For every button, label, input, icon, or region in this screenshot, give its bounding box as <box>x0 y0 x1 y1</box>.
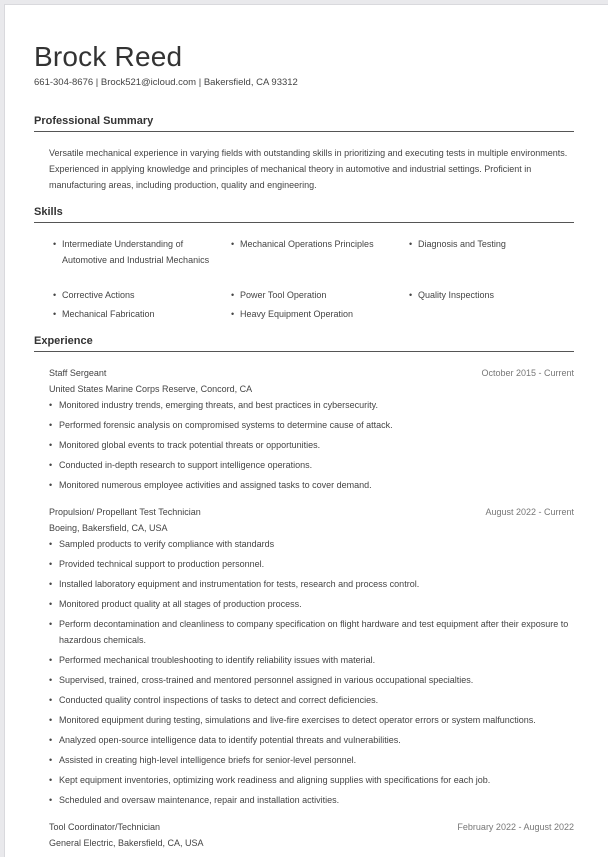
candidate-name: Brock Reed <box>34 41 183 72</box>
job-bullet: • Performed forensic analysis on compromised systems to determine cause of attack. <box>49 417 574 433</box>
job-bullet: • Provided technical support to production personnel. <box>49 556 574 572</box>
skill-item: • Mechanical Operations Principles <box>231 236 400 252</box>
job-bullet: • Conducted in-depth research to support intelligence operations. <box>49 457 574 473</box>
job-bullet: • Installed laboratory equipment and instrumentation for tests, research and process control. <box>49 576 574 592</box>
job-bullet: • Analyzed open-source intelligence data to identify potential threats and vulnerabilities. <box>49 732 574 748</box>
experience-section <box>34 335 574 352</box>
job-bullet: • Kept equipment inventories, optimizing work readiness and aligning supplies with specifications for each job. <box>49 772 574 788</box>
skill-item: • Mechanical Fabrication <box>53 306 212 322</box>
skills-section <box>34 206 574 223</box>
job-bullet: • Monitored equipment during testing, simulations and live-fire exercises to detect operator errors or system malfunctions. <box>49 712 574 728</box>
resume-page <box>4 4 608 857</box>
summary-heading: Professional Summary <box>34 115 574 132</box>
job-bullet: • Conducted quality control inspections of tasks to detect and correct deficiencies. <box>49 692 574 708</box>
job-title: Tool Coordinator/Technician <box>49 822 161 832</box>
job-company: Boeing, Bakersfield, CA, USA <box>49 523 168 533</box>
job-bullet: • Monitored product quality at all stages of production process. <box>49 596 574 612</box>
job-bullet: • Sampled products to verify compliance with standards <box>49 536 574 552</box>
contact-info: 661-304-8676 | Brock521@icloud.com | Bakersfield, CA 93312 <box>34 77 298 88</box>
job-bullets <box>49 397 574 493</box>
job-title: Staff Sergeant <box>49 368 107 378</box>
job-bullet: • Scheduled and oversaw maintenance, repair and installation activities. <box>49 792 574 808</box>
job-bullet: • Monitored industry trends, emerging threats, and best practices in cybersecurity. <box>49 397 574 413</box>
summary-section <box>34 115 574 132</box>
skill-item: • Quality Inspections <box>409 287 578 303</box>
job-entry <box>49 504 574 812</box>
summary-text: Versatile mechanical experience in varying fields with outstanding skills in prioritizing and executing tests in multiple environments. Experienced in applying knowledge and principles of mechanical theory in automotive and industrial settings. Proficient in manufacturing areas, including production, quality and engineering. <box>49 148 568 190</box>
job-date: August 2022 - Current <box>485 507 574 517</box>
experience-heading: Experience <box>34 335 574 352</box>
job-entry <box>49 819 574 851</box>
skill-item: • Heavy Equipment Operation <box>231 306 400 322</box>
skill-item: • Intermediate Understanding of Automotive and Industrial Mechanics <box>53 236 212 268</box>
job-title: Propulsion/ Propellant Test Technician <box>49 507 201 517</box>
job-date: February 2022 - August 2022 <box>457 822 574 832</box>
job-bullet: • Monitored global events to track potential threats or opportunities. <box>49 437 574 453</box>
job-bullet: • Supervised, trained, cross-trained and mentored personnel assigned in various occupational specialties. <box>49 672 574 688</box>
skill-item: • Corrective Actions <box>53 287 212 303</box>
job-bullet: • Perform decontamination and cleanliness to company specification on flight hardware and test equipment after their exposure to hazardous chemicals. <box>49 616 574 648</box>
job-company: United States Marine Corps Reserve, Concord, CA <box>49 384 253 394</box>
job-bullet: • Performed mechanical troubleshooting to identify reliability issues with material. <box>49 652 574 668</box>
job-entry <box>49 365 574 497</box>
job-date: October 2015 - Current <box>481 368 574 378</box>
skill-item: • Diagnosis and Testing <box>409 236 578 252</box>
job-bullets <box>49 536 574 808</box>
skills-heading: Skills <box>34 206 574 223</box>
job-bullet: • Monitored numerous employee activities and assigned tasks to cover demand. <box>49 477 574 493</box>
job-company: General Electric, Bakersfield, CA, USA <box>49 838 204 848</box>
skill-item: • Power Tool Operation <box>231 287 400 303</box>
job-bullet: • Assisted in creating high-level intelligence briefs for senior-level personnel. <box>49 752 574 768</box>
